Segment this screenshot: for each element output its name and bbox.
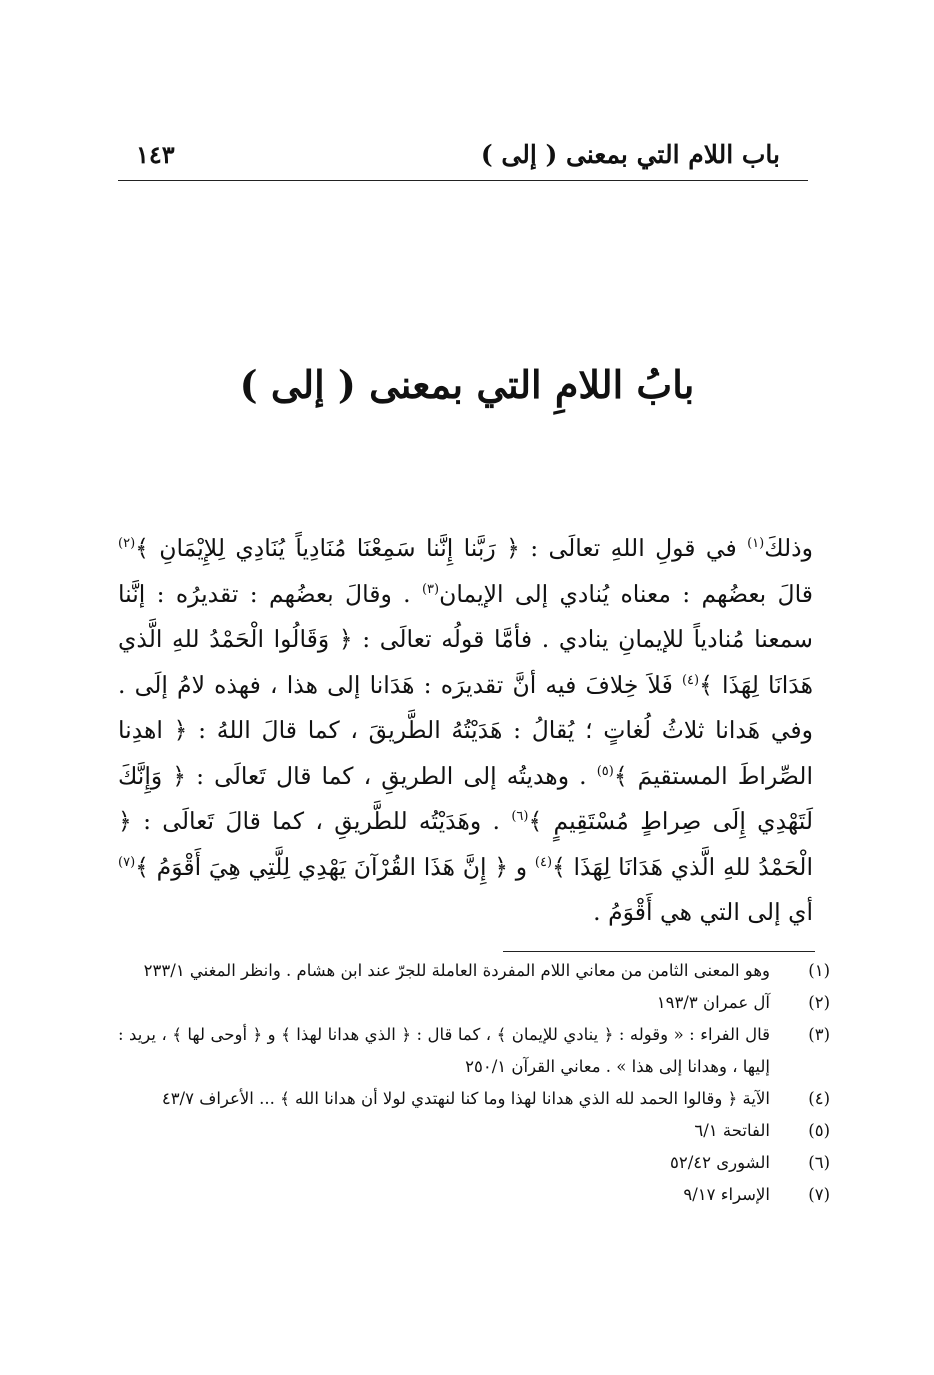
text-segment: . وهديتُه إلى الطريقِ ، كما قال تَعالَى : (186, 761, 597, 790)
footnote-text: وهو المعنى الثامن من معاني اللام المفردة العاملة للجرّ عند ابن هشام . وانظر المغني ٢٣٣/١ (143, 961, 770, 980)
footnote-item (118, 987, 830, 1019)
text-segment: قالَ بعضُهم : معناه يُنادي إلى الإيمان (439, 579, 814, 608)
footnote-ref: (٦) (511, 809, 529, 825)
text-segment: وذلكَ (764, 534, 813, 562)
footnote-text: الآية ﴿ وقالوا الحمد لله الذي هدانا لهذا وما كنا لنهتدي لولا أن هدانا الله ﴾ ... الأعراف ٤٣/٧ (161, 1089, 770, 1108)
footnotes (118, 955, 830, 1211)
main-paragraph (118, 526, 813, 936)
footnote-text: قال الفراء : « وقوله : ﴿ ينادي للإيمان ﴾ ، كما قال : ﴿ الذي هدانا لهذا ﴾ و ﴿ أوحى لها ﴾ ، يريد : إليها ، وهدانا إلى هذا » . معاني القرآن ٢٥٠/١ (118, 1025, 770, 1076)
quran-quote: ﴿ اهدِنا الصِّراطَ المستقيمَ ﴾ (118, 716, 813, 790)
footnote-divider (503, 951, 815, 952)
text-segment: فَلاَ خِلافَ فيه أنَّ تقديرَه : هَدَانا إلى هذا ، فهذه لامُ إلَى . وفي هَدانا ثلاثُ لُغاتٍ ؛ يُقالُ : هَدَيْتُهُ الطَّريقَ ، كما قالَ اللهُ : (118, 670, 813, 744)
quran-quote: ﴿ وَقَالُوا الْحَمْدُ للهِ الَّذي هَدَانَا لِهَذَا ﴾ (118, 625, 813, 699)
text-segment: أي إلى التي هي أَقْوَمُ . (593, 898, 813, 926)
footnote-text: الشورى ٥٢/٤٢ (670, 1153, 770, 1172)
footnote-item (118, 1083, 830, 1115)
footnote-item (118, 1147, 830, 1179)
footnote-ref: (١) (747, 536, 765, 552)
chapter-title: بابُ اللامِ التي بمعنى ( إلى ) (239, 362, 695, 407)
footnote-number: (٦) (808, 1153, 830, 1172)
quran-quote: ﴿ وَإِنَّكَ لَتَهْدِي إِلَى صِراطٍ مُسْتَقِيمٍ ﴾ (118, 761, 813, 835)
running-header (118, 138, 808, 181)
quran-quote: ﴿ إِنَّ هَذَا القُرْآنَ يَهْدِي لِلَّتِي هِيَ أَقْوَمُ ﴾ (135, 852, 509, 881)
footnote-item (118, 1115, 830, 1147)
footnote-number: (٤) (808, 1089, 830, 1108)
footnote-item (118, 1019, 830, 1083)
footnote-ref: (٧) (118, 854, 136, 870)
page-number: ١٤٣ (136, 140, 175, 169)
footnote-ref: (٥) (596, 763, 614, 779)
quran-quote: ﴿ الْحَمْدُ للهِ الَّذي هَدَانَا لِهَذَا ﴾ (118, 807, 813, 881)
footnote-ref: (٤) (534, 854, 553, 870)
text-segment: . وقالَ بعضُهم : تقديرُه : إنَّنا سمعنا مُنادياً للإيمانِ ينادي . فأمَّا قولُه تعالَى : (118, 579, 813, 653)
running-title: باب اللام التي بمعنى ( إلى ) (480, 140, 780, 169)
text-segment: و (508, 852, 535, 881)
footnote-text: الفاتحة ٦/١ (694, 1121, 770, 1140)
footnote-ref: (٤) (681, 672, 700, 688)
footnote-ref: (٣) (421, 581, 440, 597)
footnote-number: (٧) (808, 1185, 830, 1204)
footnote-item (118, 955, 830, 987)
footnote-number: (٢) (808, 993, 830, 1012)
footnote-number: (٣) (808, 1025, 830, 1044)
footnote-item (118, 1179, 830, 1211)
footnote-number: (١) (808, 961, 830, 980)
footnote-number: (٥) (808, 1121, 830, 1140)
footnote-text: الإسراء ٩/١٧ (683, 1185, 770, 1204)
quran-quote: ﴿ رَبَّنا إِنَّنا سَمِعْنَا مُنَادِياً يُنَادِي لِلإِيْمَانِ ﴾ (135, 534, 520, 562)
footnote-text: آل عمران ١٩٣/٣ (656, 993, 770, 1012)
text-segment: في قولِ اللهِ تعالَى : (519, 534, 748, 562)
footnote-ref: (٢) (118, 536, 136, 552)
text-segment: . وهَدَيْتُه للطَّريقِ ، كما قالَ تَعالَى : (131, 807, 512, 835)
